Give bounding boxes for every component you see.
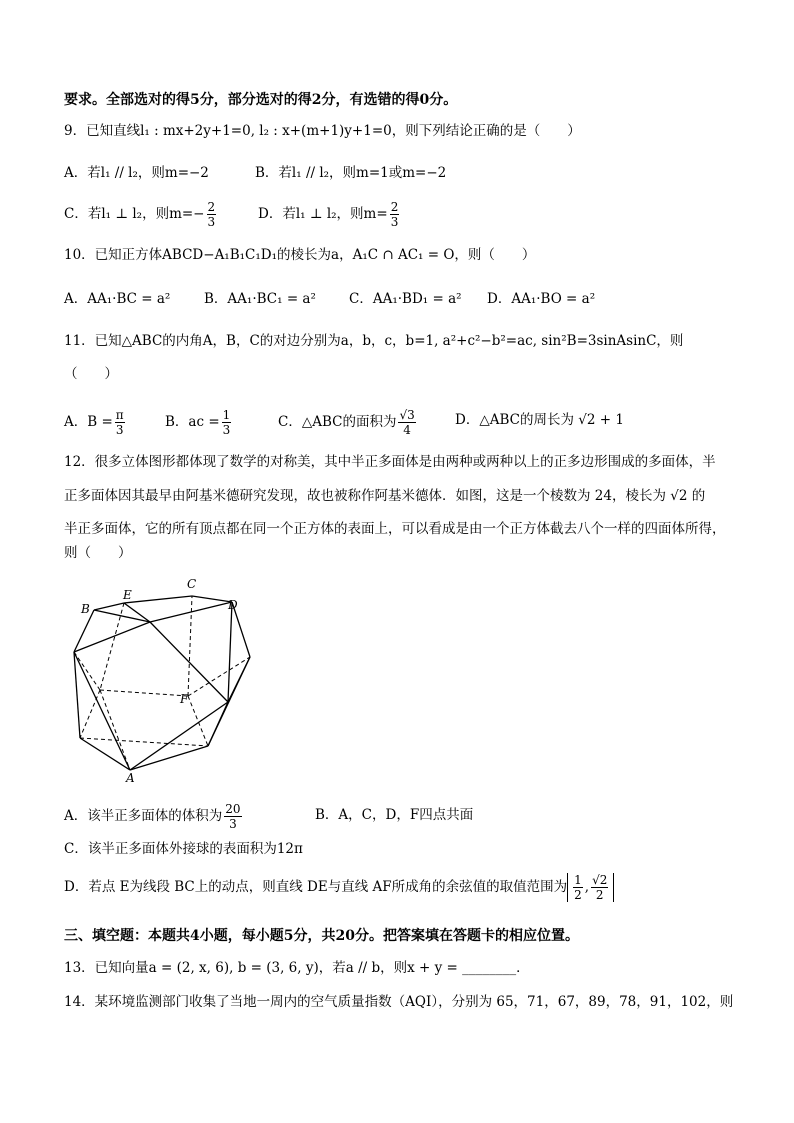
hidden-edge (100, 690, 130, 770)
q9-option-d-fraction (390, 200, 400, 229)
q11-option-a-text: A．B = (64, 414, 113, 430)
q12-line-1: 12．很多立体图形都体现了数学的对称美，其中半正多面体是由两种或两种以上的正多边形围成的多面体，半 (64, 454, 716, 470)
fraction-denominator: 4 (403, 423, 411, 437)
q12-option-a-fraction (224, 802, 241, 831)
q9-option-d (258, 200, 401, 229)
q9-option-c-text: C．若l₁ ⊥ l₂，则m=− (64, 206, 205, 222)
section-3-heading: 三、填空题：本题共4小题，每小题5分，共20分。把答案填在答题卡的相应位置。 (64, 928, 579, 944)
q11-stem-cont: （ ） (64, 366, 118, 382)
q11-option-d: D．△ABC的周长为 √2 + 1 (455, 412, 624, 428)
fraction-numerator: 1 (222, 408, 231, 422)
q12-option-a (64, 802, 244, 831)
q11-option-b (165, 408, 233, 437)
q12-option-c: C．该半正多面体外接球的表面积为12π (64, 841, 303, 857)
fraction-denominator: 2 (574, 888, 582, 902)
q10-option-c: C．AA₁·BD₁ = a² (349, 291, 462, 307)
edge (228, 602, 232, 702)
q12-option-d-text: D．若点 E为线段 BC上的动点，则直线 DE与直线 AF所成角的余弦值的取值范围为 (64, 879, 568, 895)
fraction-denominator: 3 (207, 215, 216, 229)
fraction-numerator: 1 (574, 873, 582, 887)
fraction-numerator: π (115, 408, 124, 422)
q12-line-4: 则（ ） (64, 545, 132, 561)
interval-lower-fraction (573, 873, 583, 902)
q14-stem: 14．某环境监测部门收集了当地一周内的空气质量指数（AQI），分别为 65，71，67，89，78，91，102，则 (64, 994, 734, 1010)
vertex-label-f: F (180, 692, 189, 706)
section-rule-text: 要求。全部选对的得5分，部分选对的得2分，有选错的得0分。 (64, 92, 458, 108)
q13-stem: 13．已知向量a = (2, x, 6), b = (3, 6, y)，若a // b，则x + y = ________． (64, 960, 530, 976)
interval-upper-fraction (591, 873, 608, 902)
q11-option-c-text: C．△ABC的面积为 (278, 414, 397, 430)
hidden-edge (80, 690, 100, 738)
hidden-edge (100, 690, 188, 696)
q11-option-a (64, 408, 127, 437)
q10-option-b: B．AA₁·BC₁ = a² (204, 291, 316, 307)
interval-bracket: $\frac{1}{2}$ , $\frac{√2}{2}$ (567, 873, 614, 902)
fraction-numerator: √3 (399, 408, 415, 422)
q12-line-2: 正多面体因其最早由阿基米德研究发现，故也被称作阿基米德体．如图，这是一个棱数为 24，棱长为 √2 的 (64, 488, 706, 504)
fraction-denominator: 2 (595, 888, 604, 902)
q9-option-b: B．若l₁ // l₂，则m=1或m=−2 (255, 165, 447, 181)
q12-option-d (64, 873, 614, 902)
fraction-denominator: 3 (115, 423, 124, 437)
fraction-denominator: 3 (390, 215, 399, 229)
cuboctahedron-figure (60, 572, 270, 784)
edge (192, 596, 232, 602)
q9-option-c-fraction (207, 200, 217, 229)
q10-stem: 10．已知正方体ABCD−A₁B₁C₁D₁的棱长为a，A₁C ∩ AC₁ = O，则（ ） (64, 247, 536, 263)
q11-option-a-fraction (115, 408, 125, 437)
q9-option-a: A．若l₁ // l₂，则m=−2 (64, 165, 209, 181)
vertex-label-e: E (123, 588, 132, 602)
q11-option-b-fraction (222, 408, 232, 437)
vertex-label-c: C (187, 577, 197, 591)
q11-option-b-text: B．ac = (165, 414, 220, 430)
hidden-edge (188, 696, 208, 746)
edge (74, 652, 80, 738)
fraction-numerator: 2 (390, 200, 399, 214)
hidden-edge (74, 652, 100, 690)
q12-line-3: 半正多面体，它的所有顶点都在同一个正方体的表面上，可以看成是由一个正方体截去八个一样的四面体所得， (64, 521, 726, 537)
fraction-numerator: √2 (592, 873, 608, 887)
fraction-numerator: 20 (225, 802, 241, 816)
edge (74, 622, 150, 652)
q9-stem: 9．已知直线l₁ : mx+2y+1=0, l₂ : x+(m+1)y+1=0，则下列结论正确的是（ ） (64, 123, 581, 139)
edge (130, 746, 208, 770)
q12-option-a-text: A．该半正多面体的体积为 (64, 808, 223, 824)
fraction-denominator: 3 (222, 423, 231, 437)
edge (94, 603, 124, 610)
q9-option-d-text: D．若l₁ ⊥ l₂，则m= (258, 206, 388, 222)
fraction-denominator: 3 (229, 817, 237, 831)
vertex-label-a: A (126, 771, 135, 784)
vertex-label-d: D (228, 598, 238, 612)
fraction-numerator: 2 (207, 200, 216, 214)
hidden-edge (80, 738, 208, 746)
q12-option-b: B．A，C，D，F四点共面 (315, 807, 474, 823)
q10-option-a: A．AA₁·BC = a² (64, 291, 171, 307)
vertex-label-b: B (81, 602, 90, 616)
q10-option-d: D．AA₁·BO = a² (487, 291, 596, 307)
q11-option-c (278, 408, 418, 437)
q9-option-c (64, 200, 218, 229)
edge (150, 622, 228, 702)
q11-option-c-fraction (398, 408, 415, 437)
hidden-edge (188, 596, 192, 696)
q11-stem: 11．已知△ABC的内角A，B，C的对边分别为a，b，c，b=1, a²+c²−b²=ac, sin²B=3sinAsinC，则 (64, 333, 684, 349)
edge (124, 596, 192, 603)
